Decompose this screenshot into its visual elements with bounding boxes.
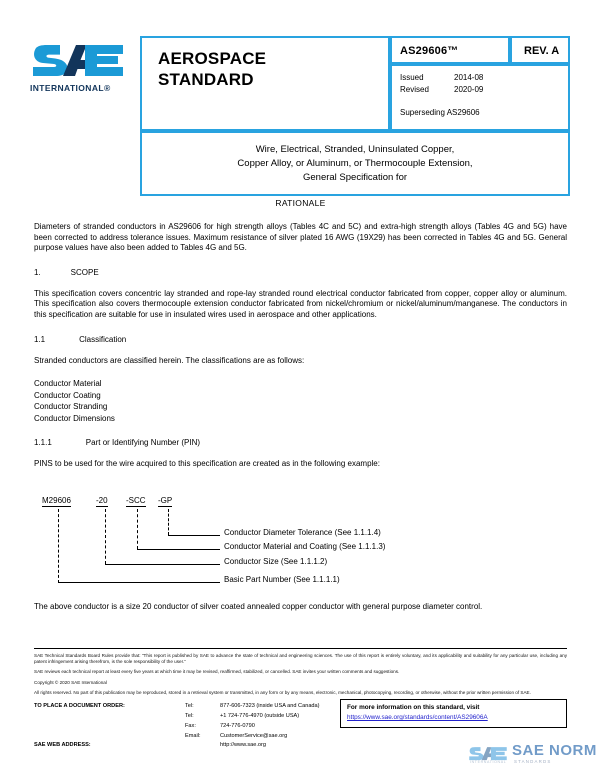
revised-value: 2020-09: [454, 85, 484, 94]
document-header: [30, 36, 570, 196]
contact-key-fax: Fax:: [185, 723, 196, 730]
pin-leader-h-material: [137, 549, 220, 550]
standard-url-link[interactable]: https://www.sae.org/standards/content/AS29606A: [347, 714, 488, 722]
contact-key-email: Email:: [185, 733, 201, 740]
document-body: [34, 198, 567, 470]
issued-value: 2014-08: [454, 73, 484, 82]
document-dates-box: [390, 64, 570, 131]
contact-value-tel2: +1 724-776-4970 (outside USA): [220, 713, 300, 720]
pin-token-material: -SCC: [126, 496, 146, 505]
pin-closing-text: The above conductor is a size 20 conductor of silver coated annealed copper conductor with general purpose diameter control.: [34, 602, 483, 611]
revision-box: [510, 36, 570, 64]
pin-callout-tolerance: Conductor Diameter Tolerance (See 1.1.1.4): [224, 528, 381, 537]
watermark-subtext: STANDARDS: [514, 759, 552, 764]
watermark-text: SAE NORM: [512, 742, 597, 759]
scope-heading-text: SCOPE: [70, 267, 99, 277]
pin-callout-material: Conductor Material and Coating (See 1.1.1.3): [224, 542, 386, 551]
document-type-line1: AEROSPACE: [158, 49, 267, 68]
scope-number: 1.: [34, 267, 41, 277]
list-item: Conductor Coating: [34, 390, 101, 400]
pin-leader-v-basic: [58, 509, 59, 583]
document-title-line3: General Specification for: [302, 172, 408, 183]
sae-logo-wordmark: INTERNATIONAL®: [30, 83, 111, 93]
document-title: [142, 143, 568, 185]
document-number: AS29606™: [400, 45, 459, 57]
pin-leader-h-size: [105, 564, 220, 565]
document-number-box: [390, 36, 510, 64]
rationale-text: Diameters of stranded conductors in AS29606 for high strength alloys (Tables 4C and 5C) and extra-high strength alloys (Tables 4G and 5G) have been corrected to address tolerance issues. Maximum resistance of silver plated 16 AWG (19X29) has been corrected in Tables 4G and 5G. General purpose values have also been added to Tables 4G and 5G.: [34, 222, 567, 253]
document-title-line2: Copper Alloy, or Aluminum, or Thermocouple Extension,: [237, 158, 473, 169]
document-type-line2: STANDARD: [158, 70, 254, 89]
web-address-value[interactable]: http://www.sae.org: [220, 742, 267, 749]
footer-divider: [34, 648, 567, 649]
superseding-text: Superseding AS29606: [400, 108, 480, 117]
pin-callout-basic: Basic Part Number (See 1.1.1.1): [224, 575, 340, 584]
copyright-text: Copyright © 2020 SAE International: [34, 679, 107, 685]
pin-token-size: -20: [96, 496, 108, 505]
list-item: Conductor Stranding: [34, 402, 108, 412]
pin-leader-v-material: [137, 509, 138, 549]
classification-list: [34, 378, 567, 424]
document-footer: [34, 648, 567, 753]
classification-number: 1.1: [34, 334, 46, 344]
classification-heading-text: Classification: [79, 334, 127, 344]
more-info-title: For more information on this standard, visit: [347, 704, 480, 712]
order-label: TO PLACE A DOCUMENT ORDER:: [34, 703, 125, 710]
pin-callout-size: Conductor Size (See 1.1.1.2): [224, 557, 328, 566]
pin-leader-h-basic: [58, 582, 220, 583]
pin-token-tolerance: -GP: [158, 496, 173, 505]
revision-label: REV. A: [524, 45, 560, 57]
pin-breakdown-diagram: [34, 496, 504, 588]
sae-logo-icon: [30, 36, 126, 93]
document-title-line1: Wire, Electrical, Stranded, Uninsulated Copper,: [255, 144, 455, 155]
legal-paragraph-1: SAE Technical Standards Board Rules provide that: “This report is published by SAE to advance the state of technical and engineering sciences. The use of this report is entirely voluntary, and its applicability and suitability for any particular use, including any patent infringement arising therefrom, is the sole responsibility of the user.”: [34, 653, 567, 665]
scope-heading: [34, 268, 567, 277]
web-label: SAE WEB ADDRESS:: [34, 742, 91, 749]
legal-paragraph-2: SAE reviews each technical report at least every five years at which time it may be revised, reaffirmed, stabilized, or cancelled. SAE invites your written comments and suggestions.: [34, 669, 400, 675]
pin-number: 1.1.1: [34, 438, 52, 448]
contact-key-tel2: Tel:: [185, 713, 194, 720]
pin-leader-v-tolerance: [168, 509, 169, 535]
document-type-text: [158, 48, 266, 90]
more-info-box: [340, 699, 567, 728]
revised-label: Revised: [400, 85, 429, 94]
pin-heading: [34, 438, 567, 447]
pin-token-basic: M29606: [42, 496, 71, 505]
legal-paragraph-3: All rights reserved. No part of this publication may be reproduced, stored in a retrieval system or transmitted, in any form or by any means, electronic, mechanical, photocopying, recording, or otherwise, without the prior written permission of SAE.: [34, 689, 531, 695]
pin-closing-block: [34, 602, 567, 613]
rationale-heading: RATIONALE: [275, 198, 326, 208]
document-type-box: [140, 36, 390, 131]
classification-intro: Stranded conductors are classified herein. The classifications are as follows:: [34, 355, 305, 365]
contact-value-email[interactable]: CustomerService@sae.org: [220, 733, 288, 740]
pin-intro: PINS to be used for the wire acquired to this specification are created as in the following example:: [34, 459, 380, 469]
scope-text: This specification covers concentric lay stranded and rope-lay stranded round electrical conductor fabricated from copper, copper alloy or aluminum. This specification also covers thermocouple extension conductor fabricated from nickel/chromium or nickel/aluminum/manganese. The conductors in this specification are suitable for use in insulated wires used in aerospace and other applications.: [34, 288, 567, 319]
issued-label: Issued: [400, 73, 424, 82]
watermark-logo-subtext: INTERNATIONAL: [470, 760, 507, 764]
sae-logo-block: [30, 36, 126, 116]
contact-value-fax: 724-776-0790: [220, 723, 255, 730]
document-title-box: [140, 131, 570, 196]
pin-heading-text: Part or Identifying Number (PIN): [85, 438, 201, 448]
pin-leader-v-size: [105, 509, 106, 564]
classification-heading: [34, 335, 567, 344]
pin-leader-h-tolerance: [168, 535, 220, 536]
list-item: Conductor Material: [34, 379, 102, 389]
sae-norm-watermark: [468, 740, 600, 774]
contact-key-tel1: Tel:: [185, 703, 194, 710]
contact-value-tel1: 877-606-7323 (inside USA and Canada): [220, 703, 320, 710]
list-item: Conductor Dimensions: [34, 413, 115, 423]
